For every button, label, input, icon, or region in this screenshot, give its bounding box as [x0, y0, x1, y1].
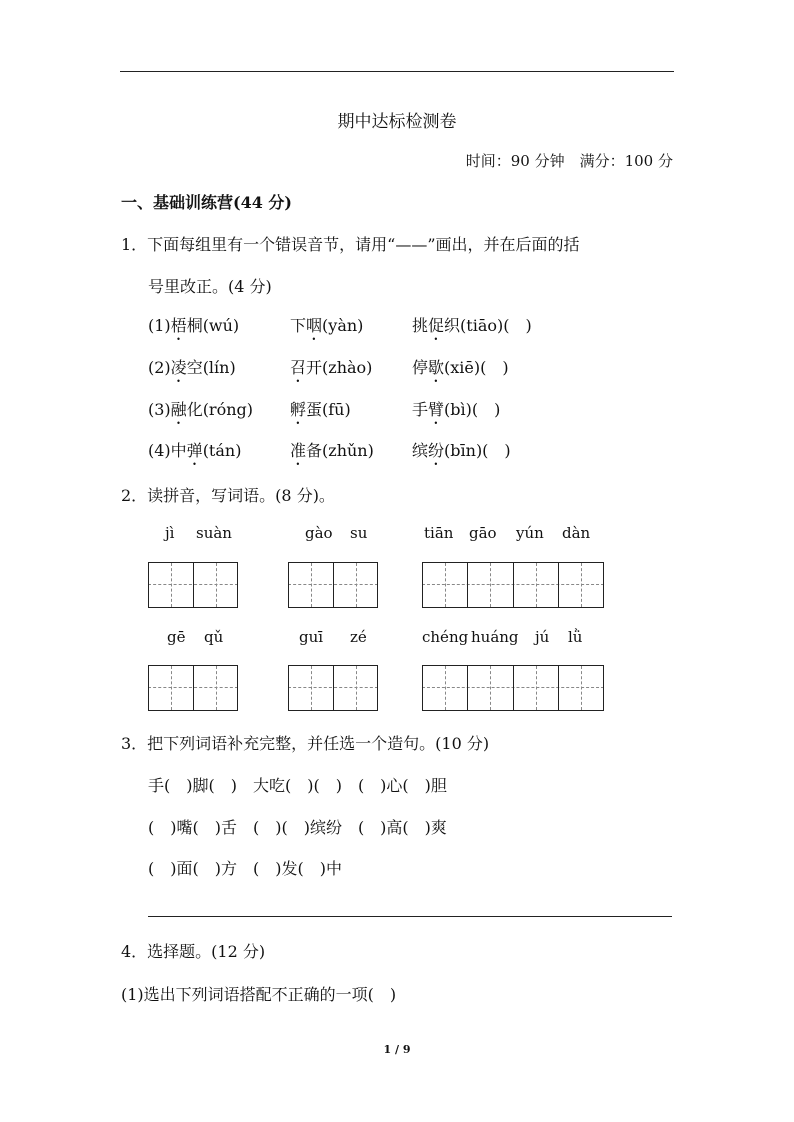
pinyin: chéng [422, 628, 469, 646]
pinyin: lǜ [568, 628, 583, 646]
top-rule [120, 71, 674, 72]
exam-meta: 时间：90 分钟 满分：100 分 [465, 152, 673, 170]
q1-item-marked-char: 纷 [428, 441, 445, 460]
q1-item-marked-char: 促 [428, 316, 445, 335]
q1-item-text: (4)中 [148, 441, 187, 460]
pinyin: huáng [471, 628, 519, 646]
q1-item-marked-char: 融 [170, 400, 187, 419]
q1-item [148, 438, 241, 469]
pinyin: dàn [562, 524, 591, 542]
q1-item [148, 355, 236, 386]
q1-item-text: 缤 [412, 441, 429, 460]
pinyin: guī [299, 628, 324, 646]
q1-item [148, 397, 253, 428]
q1-item-text: 下 [290, 316, 307, 335]
pinyin: su [350, 524, 368, 542]
q1-item-marked-char: 召 [290, 358, 307, 377]
q1-item-text: (bì)( ) [444, 400, 501, 419]
q1-item-marked-char: 梧 [170, 316, 187, 335]
q1-item [290, 355, 372, 386]
answer-line[interactable] [148, 916, 672, 917]
q3-row-3: ( )面( )方 ( )发( )中 [148, 859, 342, 878]
q1-item [290, 397, 351, 428]
pinyin: qǔ [204, 628, 224, 646]
q1-item-marked-char: 歇 [428, 358, 445, 377]
q1-item-marked-char: 孵 [290, 400, 307, 419]
q3-row-2: ( )嘴( )舌 ( )( )缤纷 ( )高( )爽 [148, 818, 447, 837]
q1-item [290, 313, 363, 344]
q2-prompt: 2．读拼音，写词语。(8 分)。 [121, 486, 335, 505]
pinyin: jú [535, 628, 550, 646]
q1-item-text: (2) [148, 358, 171, 377]
writing-grid-gequ[interactable] [148, 665, 238, 711]
page-title: 期中达标检测卷 [337, 112, 457, 132]
q1-item [412, 313, 532, 344]
pinyin: zé [350, 628, 367, 646]
writing-grid-guize[interactable] [288, 665, 378, 711]
page-number: 1 / 9 [383, 1043, 411, 1056]
q1-item-marked-char: 咽 [306, 316, 323, 335]
writing-grid-jisuan[interactable] [148, 562, 238, 608]
q1-item-marked-char: 弹 [186, 441, 203, 460]
pinyin: jì [165, 524, 175, 542]
pinyin: gē [167, 628, 186, 646]
q3-row-1: 手( )脚( ) 大吃( )( ) ( )心( )胆 [148, 776, 447, 795]
q1-item [412, 355, 509, 386]
q1-item-text: 停 [412, 358, 429, 377]
q1-item-text: 手 [412, 400, 429, 419]
q1-item-text: 蛋(fū) [306, 400, 351, 419]
q1-item-text: 桐(wú) [186, 316, 240, 335]
q1-item-marked-char: 凌 [170, 358, 187, 377]
q1-item-text: (bīn)( ) [444, 441, 511, 460]
q3-prompt: 3．把下列词语补充完整，并任选一个造句。(10 分) [121, 734, 490, 753]
pinyin: gāo [469, 524, 497, 542]
q1-item-text: 开(zhào) [306, 358, 373, 377]
q4-sub-1: (1)选出下列词语搭配不正确的一项( ) [121, 985, 397, 1004]
writing-grid-chenghuangjulv[interactable] [422, 665, 604, 711]
writing-grid-tiangaoyundan[interactable] [422, 562, 604, 608]
q1-item-text: (tán) [202, 441, 242, 460]
q1-item-text: (3) [148, 400, 171, 419]
q1-prompt-line1: 1．下面每组里有一个错误音节，请用“——”画出，并在后面的括 [121, 235, 580, 254]
q1-item-text: 挑 [412, 316, 429, 335]
q1-item-text: (yàn) [322, 316, 364, 335]
q1-item [148, 313, 239, 344]
q1-item [290, 438, 374, 469]
q1-item [412, 438, 511, 469]
section-heading: 一、基础训练营(44 分) [121, 193, 292, 212]
pinyin: yún [516, 524, 544, 542]
q1-item [412, 397, 500, 428]
pinyin: gào [305, 524, 333, 542]
q1-item-text: 织(tiāo)( ) [444, 316, 532, 335]
q1-item-text: (xiē)( ) [444, 358, 509, 377]
q1-item-text: 空(lín) [186, 358, 236, 377]
q1-item-text: 化(róng) [186, 400, 254, 419]
q1-prompt-line2: 号里改正。(4 分) [148, 277, 272, 296]
q1-item-marked-char: 准 [290, 441, 307, 460]
writing-grid-gaosu[interactable] [288, 562, 378, 608]
pinyin: tiān [424, 524, 454, 542]
q1-item-text: (1) [148, 316, 171, 335]
q1-item-text: 备(zhǔn) [306, 441, 374, 460]
q1-item-marked-char: 臂 [428, 400, 445, 419]
pinyin: suàn [196, 524, 232, 542]
q4-prompt: 4．选择题。(12 分) [121, 942, 266, 961]
